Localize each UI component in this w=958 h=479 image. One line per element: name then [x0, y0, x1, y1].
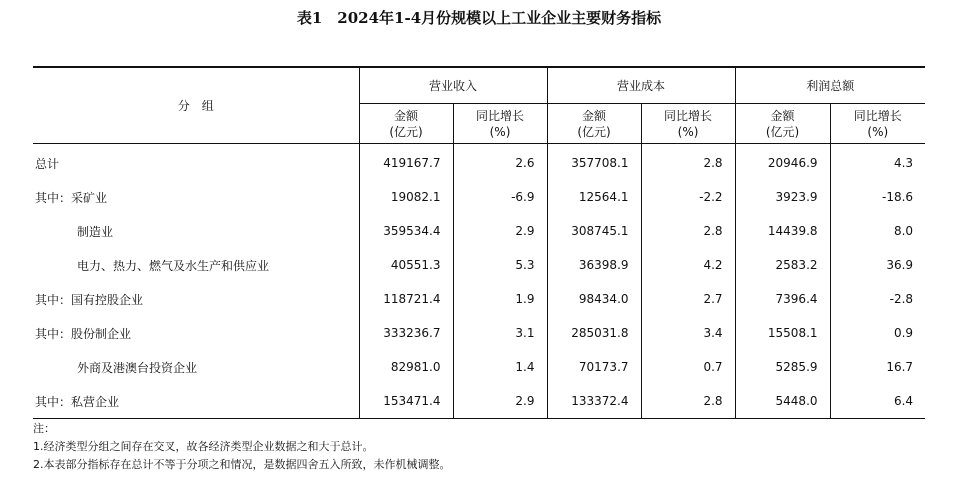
- cell-profit-growth: -2.8: [830, 282, 925, 316]
- row-label: 电力、热力、燃气及水生产和供应业: [77, 258, 270, 273]
- row-label: 总计: [35, 156, 60, 171]
- cell-rev: 19082.1: [359, 180, 453, 214]
- cost-header: 营业成本: [547, 67, 735, 104]
- cell-cost: 98434.0: [547, 282, 641, 316]
- revenue-header: 营业收入: [359, 67, 547, 104]
- cell-rev: 153471.4: [359, 384, 453, 419]
- cell-rev: 40551.3: [359, 248, 453, 282]
- table-row: [33, 350, 925, 384]
- cell-cost-growth: 4.2: [641, 248, 735, 282]
- cell-profit-growth: 4.3: [830, 144, 925, 181]
- cell-cost: 285031.8: [547, 316, 641, 350]
- financial-indicators-table: [33, 66, 925, 419]
- revenue-amount-header: 金额 (亿元): [359, 104, 453, 144]
- cost-growth-header: 同比增长 (%): [641, 104, 735, 144]
- table-row: [33, 248, 925, 282]
- cell-cost-growth: 2.7: [641, 282, 735, 316]
- cell-rev-growth: 2.6: [453, 144, 547, 181]
- cell-profit-growth: 36.9: [830, 248, 925, 282]
- cell-rev-growth: 3.1: [453, 316, 547, 350]
- cell-rev: 82981.0: [359, 350, 453, 384]
- cell-rev-growth: 2.9: [453, 384, 547, 419]
- cell-cost: 36398.9: [547, 248, 641, 282]
- profit-header: 利润总额: [735, 67, 925, 104]
- cell-profit: 14439.8: [735, 214, 830, 248]
- cell-profit-growth: -18.6: [830, 180, 925, 214]
- table-notes: [33, 420, 451, 474]
- table-row: [33, 316, 925, 350]
- cell-profit: 7396.4: [735, 282, 830, 316]
- cell-rev-growth: -6.9: [453, 180, 547, 214]
- cell-profit: 20946.9: [735, 144, 830, 181]
- revenue-growth-header: 同比增长 (%): [453, 104, 547, 144]
- cell-profit: 2583.2: [735, 248, 830, 282]
- cell-profit: 5448.0: [735, 384, 830, 419]
- cell-profit-growth: 6.4: [830, 384, 925, 419]
- cell-cost: 308745.1: [547, 214, 641, 248]
- note-1: 1.经济类型分组之间存在交叉，故各经济类型企业数据之和大于总计。: [33, 440, 374, 453]
- group-column-header: 分 组: [33, 67, 359, 144]
- cell-cost-growth: 2.8: [641, 214, 735, 248]
- profit-amount-header: 金额 (亿元): [735, 104, 830, 144]
- cell-cost: 133372.4: [547, 384, 641, 419]
- cell-cost-growth: 2.8: [641, 144, 735, 181]
- cell-rev-growth: 1.9: [453, 282, 547, 316]
- row-label: 外商及港澳台投资企业: [77, 360, 198, 375]
- cell-cost: 12564.1: [547, 180, 641, 214]
- cell-cost-growth: 0.7: [641, 350, 735, 384]
- cell-cost-growth: -2.2: [641, 180, 735, 214]
- cell-profit-growth: 8.0: [830, 214, 925, 248]
- cost-amount-header: 金额 (亿元): [547, 104, 641, 144]
- row-label: 其中：私营企业: [33, 384, 359, 419]
- cell-profit-growth: 16.7: [830, 350, 925, 384]
- cell-rev: 419167.7: [359, 144, 453, 181]
- cell-profit: 3923.9: [735, 180, 830, 214]
- table-row: [33, 282, 925, 316]
- cell-rev: 359534.4: [359, 214, 453, 248]
- row-label: 其中：采矿业: [35, 190, 108, 205]
- cell-cost: 357708.1: [547, 144, 641, 181]
- cell-profit: 15508.1: [735, 316, 830, 350]
- row-label: 其中：国有控股企业: [35, 292, 144, 307]
- table-title: 表1 2024年1-4月份规模以上工业企业主要财务指标: [296, 9, 662, 27]
- cell-cost-growth: 3.4: [641, 316, 735, 350]
- notes-heading: 注：: [33, 422, 55, 435]
- cell-cost: 70173.7: [547, 350, 641, 384]
- cell-rev-growth: 1.4: [453, 350, 547, 384]
- cell-rev: 118721.4: [359, 282, 453, 316]
- row-label: 制造业: [77, 224, 114, 239]
- table-row: [33, 214, 925, 248]
- table-row: [33, 144, 925, 181]
- profit-growth-header: 同比增长 (%): [830, 104, 925, 144]
- cell-rev-growth: 2.9: [453, 214, 547, 248]
- row-label: 其中：股份制企业: [35, 326, 132, 341]
- cell-rev-growth: 5.3: [453, 248, 547, 282]
- table-row: [33, 384, 925, 419]
- table-row: [33, 180, 925, 214]
- cell-rev: 333236.7: [359, 316, 453, 350]
- cell-profit-growth: 0.9: [830, 316, 925, 350]
- cell-cost-growth: 2.8: [641, 384, 735, 419]
- note-2: 2.本表部分指标存在总计不等于分项之和情况，是数据四舍五入所致，未作机械调整。: [33, 458, 451, 471]
- cell-profit: 5285.9: [735, 350, 830, 384]
